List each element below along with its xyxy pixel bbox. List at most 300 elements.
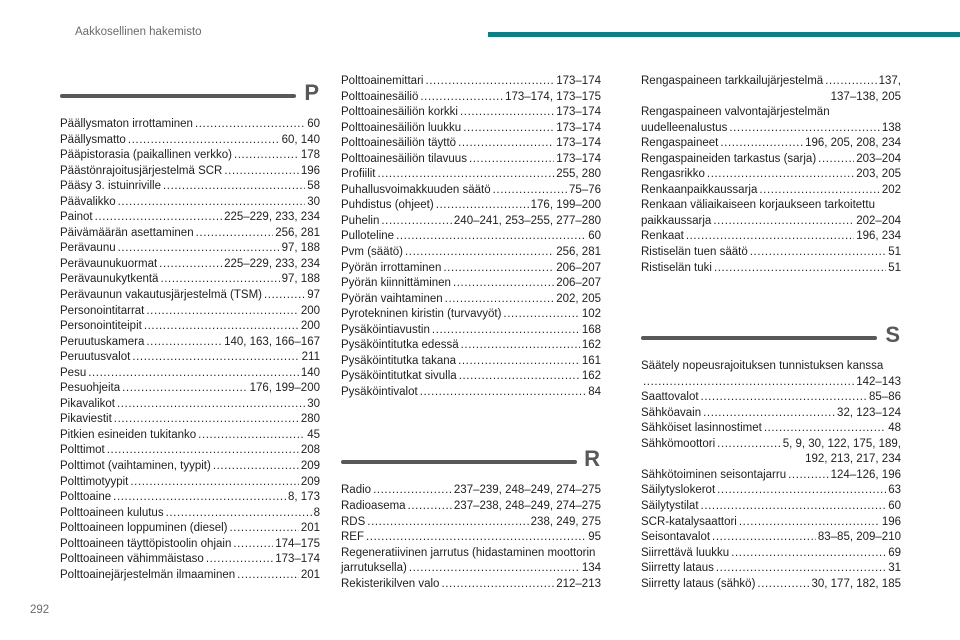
page-reference: 200 bbox=[300, 320, 320, 333]
index-entry bbox=[341, 369, 601, 385]
dot-leader bbox=[409, 561, 580, 577]
index-entry-line bbox=[341, 198, 601, 214]
index-entry bbox=[641, 468, 901, 484]
dot-leader bbox=[378, 167, 555, 183]
index-entry-line bbox=[60, 272, 320, 288]
page-reference: 69 bbox=[888, 546, 901, 559]
index-term: Päällysmatto bbox=[60, 133, 126, 146]
index-entry-line bbox=[60, 133, 320, 149]
index-entry bbox=[60, 552, 320, 568]
index-entry bbox=[60, 288, 320, 304]
index-entry bbox=[341, 292, 601, 308]
dot-leader bbox=[686, 229, 854, 245]
dot-leader bbox=[373, 483, 452, 499]
dot-leader bbox=[436, 198, 529, 214]
index-term: uudelleenalustus bbox=[641, 121, 728, 134]
dot-leader bbox=[160, 272, 279, 288]
section-header bbox=[60, 74, 320, 104]
dot-leader bbox=[731, 546, 886, 562]
index-entry-line bbox=[341, 167, 601, 183]
page-reference: 60 bbox=[888, 500, 901, 513]
index-term: Siirretty lataus bbox=[641, 562, 714, 575]
index-entry-line bbox=[341, 338, 601, 354]
index-entry-line bbox=[60, 521, 320, 537]
dot-leader bbox=[717, 437, 781, 453]
page-reference: 212–213 bbox=[556, 577, 601, 590]
index-entry bbox=[641, 167, 901, 183]
index-entry-line bbox=[641, 546, 901, 562]
dot-leader bbox=[264, 288, 305, 304]
index-term-line: Rengaspaineen valvontajärjestelmän bbox=[641, 106, 830, 119]
index-entry-line bbox=[341, 323, 601, 339]
dot-leader bbox=[196, 226, 274, 242]
page-reference: 256, 281 bbox=[556, 246, 601, 259]
index-term: Pikaviestit bbox=[60, 413, 112, 426]
index-entry-line bbox=[641, 167, 901, 183]
index-term: Pyörän irrottaminen bbox=[341, 261, 442, 274]
index-section bbox=[641, 74, 901, 276]
page-reference: 203, 205 bbox=[856, 168, 901, 181]
page-reference: 196, 234 bbox=[856, 230, 901, 243]
index-term: Päävalikko bbox=[60, 195, 116, 208]
index-entry bbox=[60, 241, 320, 257]
index-term: Pesu bbox=[60, 366, 87, 379]
dot-leader bbox=[159, 257, 222, 273]
dot-leader bbox=[113, 490, 286, 506]
index-term: Polttoainejärjestelmän ilmaaminen bbox=[60, 568, 236, 581]
index-entry-line bbox=[341, 229, 601, 245]
index-term: Polttimot bbox=[60, 444, 105, 457]
page-reference: 140, 163, 166–167 bbox=[224, 335, 320, 348]
dot-leader bbox=[118, 195, 306, 211]
index-term: Puhdistus (ohjeet) bbox=[341, 199, 434, 212]
dot-leader bbox=[146, 304, 298, 320]
dot-leader bbox=[818, 152, 854, 168]
index-entry bbox=[60, 428, 320, 444]
page-reference: 202 bbox=[881, 183, 901, 196]
index-term: Pyrotekninen kiristin (turvavyöt) bbox=[341, 308, 502, 321]
page-reference: 30 bbox=[307, 195, 320, 208]
page-reference: 200 bbox=[300, 304, 320, 317]
index-term: Polttoaineen vähimmäistaso bbox=[60, 553, 204, 566]
index-entry-line bbox=[641, 406, 901, 422]
index-entry-line bbox=[60, 288, 320, 304]
index-term: Profiilit bbox=[341, 168, 376, 181]
page-reference: 63 bbox=[888, 484, 901, 497]
dot-leader bbox=[441, 577, 554, 593]
index-term: Puhallusvoimakkuuden säätö bbox=[341, 183, 491, 196]
index-term: Pysäköintivalot bbox=[341, 385, 418, 398]
index-entry bbox=[341, 515, 601, 531]
index-entry-line bbox=[60, 179, 320, 195]
index-term: Perävaunukuormat bbox=[60, 257, 158, 270]
index-entry-line bbox=[341, 515, 601, 531]
dot-leader bbox=[825, 74, 876, 90]
index-entry-line bbox=[341, 152, 601, 168]
index-entry bbox=[341, 530, 601, 546]
index-term: Säilytystilat bbox=[641, 500, 699, 513]
index-entry bbox=[641, 483, 901, 499]
dot-leader bbox=[381, 214, 452, 230]
index-entry-line bbox=[60, 537, 320, 553]
index-entry bbox=[341, 483, 601, 499]
index-entry bbox=[341, 354, 601, 370]
index-entry-line bbox=[341, 245, 601, 261]
index-entry-line bbox=[60, 568, 320, 584]
index-entry bbox=[341, 338, 601, 354]
page-number: 292 bbox=[30, 604, 50, 616]
dot-leader bbox=[95, 210, 222, 226]
index-term: Polttoainesäiliön tilavuus bbox=[341, 152, 467, 165]
index-entry-line bbox=[641, 421, 901, 437]
index-term: Sähköavain bbox=[641, 406, 702, 419]
index-term: Päästönrajoitusjärjestelmä SCR bbox=[60, 164, 223, 177]
index-entry bbox=[341, 245, 601, 261]
index-term: Perävaunu bbox=[60, 242, 116, 255]
index-section bbox=[641, 316, 901, 592]
index-entry-line bbox=[60, 257, 320, 273]
page-reference: 48 bbox=[888, 422, 901, 435]
page-reference: 209 bbox=[300, 475, 320, 488]
index-term: Pikavalikot bbox=[60, 397, 115, 410]
index-term: Pitkien esineiden tukitanko bbox=[60, 428, 197, 441]
index-term: Pvm (säätö) bbox=[341, 246, 403, 259]
index-entry bbox=[60, 381, 320, 397]
dot-leader bbox=[163, 179, 305, 195]
page-reference: 85–86 bbox=[869, 391, 901, 404]
index-entry-line bbox=[641, 152, 901, 168]
dot-leader bbox=[469, 152, 554, 168]
index-term: Säilytyslokerot bbox=[641, 484, 716, 497]
index-entry bbox=[60, 210, 320, 226]
index-entry-line bbox=[641, 183, 901, 199]
index-term: Polttimotyypit bbox=[60, 475, 129, 488]
page-reference: 102 bbox=[581, 308, 601, 321]
dot-leader bbox=[759, 183, 879, 199]
index-entry bbox=[60, 443, 320, 459]
index-entry-line bbox=[60, 117, 320, 133]
index-entry-line bbox=[641, 530, 901, 546]
page-reference: 161 bbox=[581, 354, 601, 367]
index-term: Polttoainesäiliön luukku bbox=[341, 121, 462, 134]
index-section bbox=[341, 440, 601, 592]
index-term-line: Regeneratiivinen jarrutus (hidastaminen moottorin bbox=[341, 546, 596, 559]
index-entry bbox=[641, 245, 901, 261]
index-term: Peruutusvalot bbox=[60, 351, 131, 364]
page-reference: 237–239, 248–249, 274–275 bbox=[453, 484, 601, 497]
dot-leader bbox=[713, 214, 854, 230]
index-entry bbox=[641, 437, 901, 468]
page-reference: 196, 205, 208, 234 bbox=[805, 137, 901, 150]
index-entry-line bbox=[641, 261, 901, 277]
dot-leader bbox=[425, 74, 554, 90]
page-reference: 240–241, 253–255, 277–280 bbox=[453, 214, 601, 227]
index-entry bbox=[641, 229, 901, 245]
index-entry-line bbox=[60, 195, 320, 211]
index-entry bbox=[641, 515, 901, 531]
dot-leader bbox=[432, 323, 580, 339]
index-term: Personointiteipit bbox=[60, 320, 142, 333]
page-reference: 256, 281 bbox=[275, 226, 320, 239]
index-term: Renkaat bbox=[641, 230, 684, 243]
page-reference: 140 bbox=[300, 366, 320, 379]
index-term: RDS bbox=[341, 515, 366, 528]
dot-leader bbox=[408, 499, 452, 515]
index-term: Rekisterikilven valo bbox=[341, 577, 440, 590]
page-reference: 173–174 bbox=[556, 121, 601, 134]
index-term: Polttimot (vaihtaminen, tyypit) bbox=[60, 460, 211, 473]
page-reference: 203–204 bbox=[856, 152, 901, 165]
page-reference: 255, 280 bbox=[556, 168, 601, 181]
dot-leader bbox=[198, 428, 305, 444]
index-entry bbox=[60, 537, 320, 553]
index-entry bbox=[641, 390, 901, 406]
section-rule bbox=[641, 336, 877, 340]
index-entry bbox=[641, 105, 901, 136]
dot-leader bbox=[366, 530, 586, 546]
index-term: Sähkötoiminen seisontajarru bbox=[641, 468, 787, 481]
dot-leader bbox=[367, 515, 528, 531]
index-term: paikkaussarja bbox=[641, 214, 712, 227]
dot-leader bbox=[114, 412, 299, 428]
index-entry-line bbox=[641, 214, 901, 230]
page-reference: 208 bbox=[300, 444, 320, 457]
index-entry-line bbox=[60, 428, 320, 444]
dot-leader bbox=[701, 390, 867, 406]
index-term: Siirrettävä luukku bbox=[641, 546, 730, 559]
index-entry-line bbox=[60, 226, 320, 242]
index-term: Radio bbox=[341, 484, 372, 497]
dot-leader bbox=[128, 133, 280, 149]
index-entry bbox=[641, 198, 901, 229]
index-entry-line bbox=[641, 121, 901, 137]
index-entry-line bbox=[641, 74, 901, 90]
index-entry-line bbox=[341, 483, 601, 499]
index-term: Polttoaine bbox=[60, 491, 112, 504]
dot-leader bbox=[493, 183, 567, 199]
index-entry bbox=[641, 406, 901, 422]
dot-leader bbox=[703, 406, 835, 422]
index-entry-line bbox=[341, 530, 601, 546]
index-entry-line bbox=[641, 577, 901, 593]
page-reference: 173–174 bbox=[556, 106, 601, 119]
page-reference: 138 bbox=[881, 121, 901, 134]
page-reference: 202–204 bbox=[856, 214, 901, 227]
dot-leader bbox=[234, 148, 299, 164]
index-entry-line bbox=[341, 121, 601, 137]
index-entry-line bbox=[341, 292, 601, 308]
section-letter: R bbox=[584, 446, 600, 472]
index-entry-line bbox=[60, 366, 320, 382]
index-entry-line bbox=[60, 148, 320, 164]
page-reference: 51 bbox=[888, 246, 901, 259]
dot-leader bbox=[118, 241, 280, 257]
dot-leader bbox=[458, 354, 580, 370]
index-term: Pyörän kiinnittäminen bbox=[341, 277, 451, 290]
index-entry bbox=[641, 183, 901, 199]
index-term: jarrutuksella) bbox=[341, 562, 407, 575]
index-term: Pääsy 3. istuinriville bbox=[60, 180, 161, 193]
index-term: Perävaunun vakautusjärjestelmä (TSM) bbox=[60, 289, 262, 302]
page-reference: 176, 199–200 bbox=[249, 382, 320, 395]
index-term: Saattovalot bbox=[641, 391, 699, 404]
index-term: Päällysmaton irrottaminen bbox=[60, 118, 193, 130]
index-entry-line bbox=[60, 443, 320, 459]
page-reference: 97, 188 bbox=[281, 242, 320, 255]
index-entry bbox=[641, 261, 901, 277]
index-entry-line bbox=[341, 214, 601, 230]
section-rule bbox=[60, 94, 296, 98]
header-title: Aakkosellinen hakemisto bbox=[75, 26, 202, 38]
page-reference: 124–126, 196 bbox=[830, 468, 901, 481]
section-letter: P bbox=[304, 80, 319, 105]
page-reference: 238, 249, 275 bbox=[530, 515, 601, 528]
dot-leader bbox=[750, 245, 886, 261]
dot-leader bbox=[717, 483, 886, 499]
index-entry bbox=[60, 506, 320, 522]
page-reference: 206–207 bbox=[556, 277, 601, 290]
page-reference: 206–207 bbox=[556, 261, 601, 274]
page-reference: 211 bbox=[301, 351, 320, 364]
index-section bbox=[341, 74, 601, 400]
page-reference: 162 bbox=[581, 339, 601, 352]
index-entry-line bbox=[341, 307, 601, 323]
page-reference: 173–174 bbox=[556, 75, 601, 87]
index-entry bbox=[60, 350, 320, 366]
index-entry-line bbox=[60, 381, 320, 397]
index-term: Polttoaineen loppuminen (diesel) bbox=[60, 522, 228, 535]
index-entry bbox=[641, 74, 901, 105]
dot-leader bbox=[195, 117, 305, 133]
dot-leader bbox=[166, 506, 312, 522]
index-term: Päivämäärän asettaminen bbox=[60, 226, 194, 239]
page-reference: 97 bbox=[307, 289, 320, 302]
page-reference: 173–174 bbox=[556, 137, 601, 150]
index-term-line: Renkaan väliaikaiseen korjaukseen tarkoitettu bbox=[641, 199, 875, 212]
page-reference: 173–174 bbox=[556, 152, 601, 165]
page-reference: 58 bbox=[307, 180, 320, 193]
index-entry bbox=[641, 561, 901, 577]
index-entry bbox=[60, 117, 320, 133]
index-term: Polttoainemittari bbox=[341, 75, 424, 87]
index-entry bbox=[341, 136, 601, 152]
index-term: Polttoainesäiliön täyttö bbox=[341, 137, 457, 150]
index-entry bbox=[60, 304, 320, 320]
index-entry-line bbox=[641, 437, 901, 453]
index-entry-line bbox=[60, 241, 320, 257]
index-entry bbox=[341, 183, 601, 199]
page-reference: 134 bbox=[581, 562, 601, 575]
index-entry bbox=[341, 152, 601, 168]
index-term-line: Säätely nopeusrajoituksen tunnistuksen kanssa bbox=[641, 360, 884, 373]
index-entry-line bbox=[341, 577, 601, 593]
index-column-2 bbox=[341, 74, 601, 632]
dot-leader bbox=[716, 561, 886, 577]
index-section bbox=[60, 74, 320, 583]
page-reference: 196 bbox=[881, 515, 901, 528]
page-reference: 168 bbox=[581, 323, 601, 336]
page-reference: 237–238, 248–249, 274–275 bbox=[453, 500, 601, 513]
index-entry bbox=[641, 530, 901, 546]
dot-leader bbox=[132, 350, 299, 366]
index-entry bbox=[341, 90, 601, 106]
page-reference: 178 bbox=[300, 149, 320, 162]
index-term: Painot bbox=[60, 211, 93, 224]
index-term: Rengaspaineiden tarkastus (sarja) bbox=[641, 152, 817, 165]
dot-leader bbox=[712, 530, 816, 546]
index-term: Pääpistorasia (paikallinen verkko) bbox=[60, 149, 232, 162]
index-term: Rengaspaineen tarkkailujärjestelmä bbox=[641, 75, 824, 87]
index-term: Perävaunukytkentä bbox=[60, 273, 159, 286]
dot-leader bbox=[107, 443, 299, 459]
index-entry-line bbox=[641, 561, 901, 577]
index-entry bbox=[641, 577, 901, 593]
index-entry bbox=[60, 412, 320, 428]
index-entry-line bbox=[60, 475, 320, 491]
dot-leader bbox=[459, 369, 580, 385]
page-reference: 83–85, 209–210 bbox=[817, 531, 901, 544]
index-entry-line bbox=[341, 136, 601, 152]
index-entry-line bbox=[60, 490, 320, 506]
index-entry-line bbox=[60, 459, 320, 475]
page-reference: 280 bbox=[300, 413, 320, 426]
index-entry bbox=[60, 179, 320, 195]
index-entry bbox=[341, 276, 601, 292]
index-entry-line bbox=[341, 74, 601, 90]
index-entry bbox=[60, 521, 320, 537]
index-term: Sähkömoottori bbox=[641, 437, 716, 450]
index-term: Pysäköintitutka takana bbox=[341, 354, 457, 367]
page-reference: 60 bbox=[307, 118, 320, 130]
index-entry bbox=[641, 136, 901, 152]
dot-leader bbox=[503, 307, 579, 323]
index-entry bbox=[341, 74, 601, 90]
index-entry bbox=[60, 397, 320, 413]
index-term: Rengasrikko bbox=[641, 168, 705, 181]
dot-leader bbox=[445, 292, 555, 308]
index-term: Rengaspaineet bbox=[641, 137, 719, 150]
index-entry-line bbox=[60, 304, 320, 320]
dot-leader bbox=[707, 167, 854, 183]
index-entry-line bbox=[60, 412, 320, 428]
index-entry bbox=[60, 568, 320, 584]
index-entry bbox=[341, 229, 601, 245]
index-entry bbox=[60, 459, 320, 475]
index-entry-line bbox=[341, 385, 601, 401]
page-reference: 8 bbox=[313, 506, 320, 519]
index-entry bbox=[341, 105, 601, 121]
index-entry bbox=[341, 214, 601, 230]
index-entry bbox=[641, 546, 901, 562]
dot-leader bbox=[461, 338, 580, 354]
header-accent-bar bbox=[488, 32, 960, 37]
index-term: Pulloteline bbox=[341, 230, 395, 243]
page-reference: 137, bbox=[878, 75, 901, 87]
index-entry-line bbox=[341, 276, 601, 292]
index-entry bbox=[60, 319, 320, 335]
dot-leader bbox=[460, 105, 554, 121]
dot-leader bbox=[122, 381, 248, 397]
index-entry-line bbox=[60, 210, 320, 226]
dot-leader bbox=[117, 397, 305, 413]
dot-leader bbox=[729, 121, 879, 137]
index-entry-line bbox=[641, 136, 901, 152]
index-term: Peruutuskamera bbox=[60, 335, 145, 348]
index-entry-line bbox=[341, 261, 601, 277]
page-reference: 51 bbox=[888, 261, 901, 274]
index-entry-line bbox=[60, 335, 320, 351]
index-term: Ristiselän tuki bbox=[641, 261, 712, 274]
